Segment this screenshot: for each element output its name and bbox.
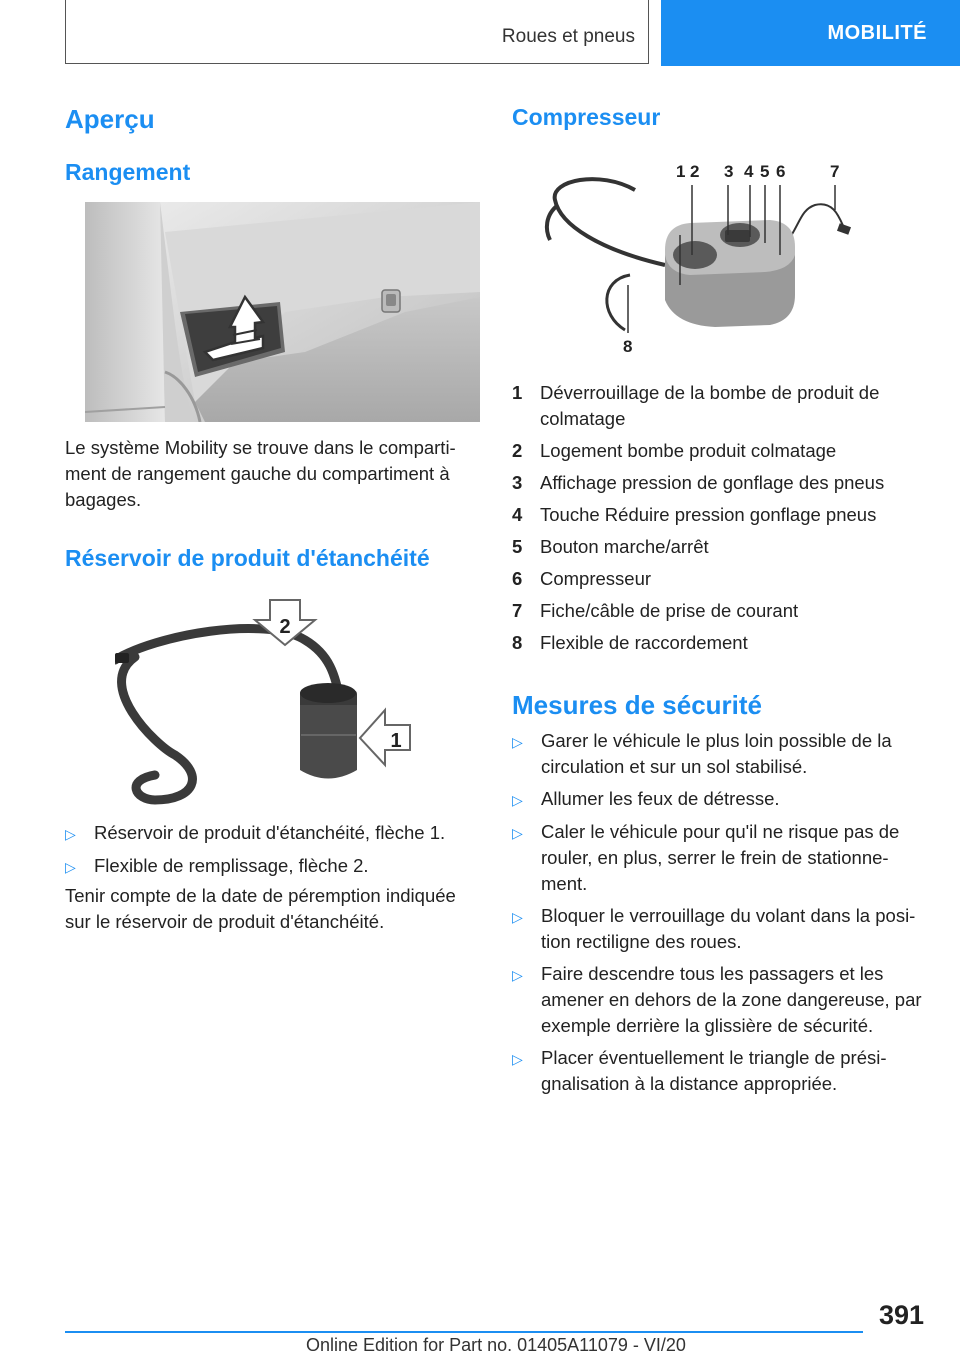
page-number: 391 xyxy=(878,1300,924,1330)
bullet-triangle-icon: ▷ xyxy=(512,967,523,983)
callout-4: 4 xyxy=(744,162,754,181)
arrow-label-2: 2 xyxy=(279,616,291,638)
list-item: ▷ Allumer les feux de détresse. xyxy=(512,786,927,813)
list-item: ▷ Caler le véhicule pour qu'il ne risque pas de rouler, en plus, serrer le frein de stationne-ment. xyxy=(512,819,927,897)
compressor-figure xyxy=(540,155,860,360)
callout-2: 2 xyxy=(690,162,700,181)
bullet-triangle-icon: ▷ xyxy=(512,1051,523,1067)
page-title: Aperçu xyxy=(65,104,155,134)
bullet-triangle-icon: ▷ xyxy=(65,859,76,875)
callout-5: 5 xyxy=(760,162,770,181)
list-item: ▷ Réservoir de produit d'étanchéité, flèche 1. xyxy=(65,820,480,847)
callout-8: 8 xyxy=(623,337,633,356)
list-item: 1 Déverrouillage de la bombe de produit de colmatage xyxy=(512,382,880,429)
compressor-heading: Compresseur xyxy=(512,104,661,130)
sealant-bottle-figure xyxy=(115,595,415,805)
list-item: ▷ Bloquer le verrouillage du volant dans la posi-tion rectiligne des roues. xyxy=(512,903,927,955)
list-item: 8 Flexible de raccordement xyxy=(512,632,748,653)
arrow-label-1: 1 xyxy=(390,730,402,752)
bullet-triangle-icon: ▷ xyxy=(512,792,523,808)
edition-note: Online Edition for Part no. 01405A11079 - VI/20 xyxy=(306,1335,686,1355)
footer-rule xyxy=(65,1331,863,1333)
compressor-parts-list xyxy=(512,380,927,656)
sealant-note: Tenir compte de la date de péremption indiquée sur le réservoir de produit d'étanchéité. xyxy=(65,885,456,932)
list-item: 2 Logement bombe produit colmatage xyxy=(512,440,837,461)
sealant-bullet-list xyxy=(65,820,480,880)
list-item: 5 Bouton marche/arrêt xyxy=(512,536,709,557)
bullet-triangle-icon: ▷ xyxy=(65,826,76,842)
storage-text: Le système Mobility se trouve dans le comparti-ment de rangement gauche du compartiment à bagages. xyxy=(65,437,456,510)
trunk-storage-photo xyxy=(85,202,480,422)
sealant-heading: Réservoir de produit d'étanchéité xyxy=(65,545,430,571)
list-item: 6 Compresseur xyxy=(512,568,652,589)
list-item: ▷ Flexible de remplissage, flèche 2. xyxy=(65,853,480,880)
storage-heading: Rangement xyxy=(65,159,191,185)
safety-heading: Mesures de sécurité xyxy=(512,690,763,720)
list-item: ▷ Faire descendre tous les passagers et les amener en dehors de la zone dangereuse, par exemple derrière la glissière de sécurité. xyxy=(512,961,927,1039)
list-item: ▷ Placer éventuellement le triangle de prési-gnalisation à la distance appropriée. xyxy=(512,1045,927,1097)
section-title: Roues et pneus xyxy=(501,26,635,47)
safety-bullet-list xyxy=(512,728,927,1097)
callout-3: 3 xyxy=(724,162,734,181)
callout-7: 7 xyxy=(830,162,840,181)
bullet-triangle-icon: ▷ xyxy=(512,909,523,925)
list-item: 7 Fiche/câble de prise de courant xyxy=(512,600,799,621)
list-item: 4 Touche Réduire pression gonflage pneus xyxy=(512,504,877,525)
callout-6: 6 xyxy=(776,162,786,181)
bullet-triangle-icon: ▷ xyxy=(512,825,523,841)
bullet-triangle-icon: ▷ xyxy=(512,734,523,750)
chapter-tab[interactable] xyxy=(661,0,960,66)
list-item: 3 Affichage pression de gonflage des pneus xyxy=(512,472,885,493)
list-item: ▷ Garer le véhicule le plus loin possible de la circulation et sur un sol stabilisé. xyxy=(512,728,927,780)
chapter-label: MOBILITÉ xyxy=(827,21,927,44)
callout-1: 1 xyxy=(676,162,686,181)
